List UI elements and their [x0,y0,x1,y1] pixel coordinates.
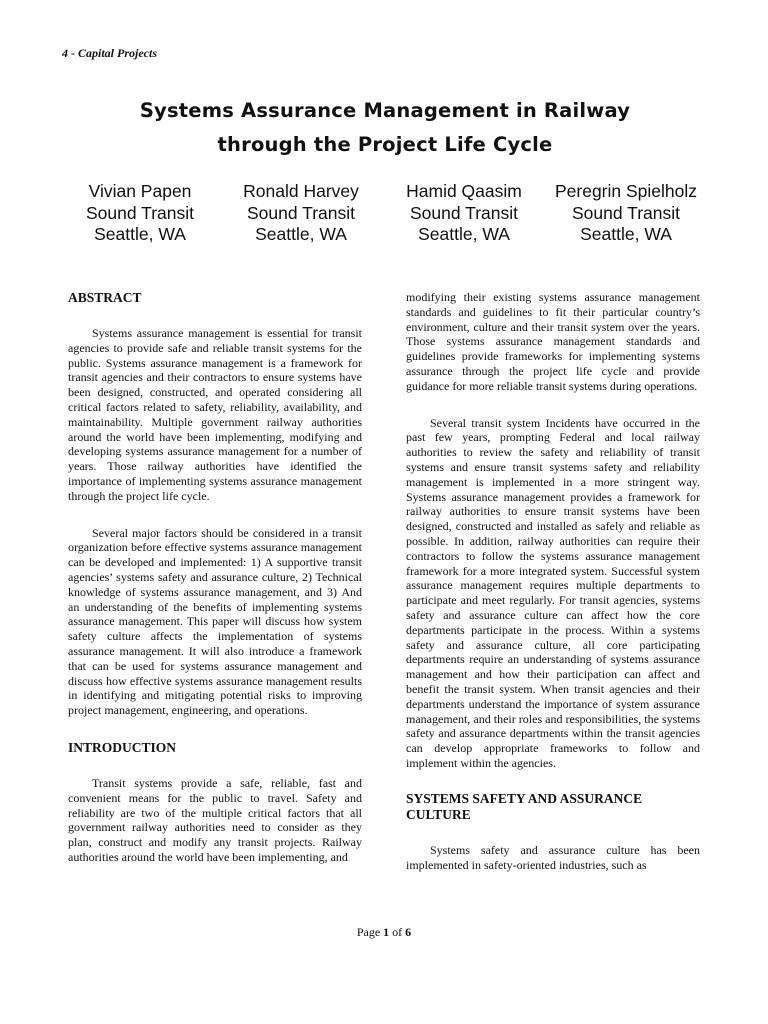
body-paragraph-3: Systems safety and assurance culture has been implemented in safety-oriented industries, such as [406,842,700,872]
body-paragraph-2: Several transit system Incidents have occurred in the past few years, prompting Federal and local railway authorities to review the safety and reliability of transit systems and ensure transit systems safety and reliability management is implemented in a more stringent way. Systems assurance management provides a framework for railway authorities to ensure transit systems have been designed, constructed and installed as safely and reliable as possible. In addition, railway authorities can require their contractors to follow the systems assurance management framework for a more integrated system. Successful system assurance management requires multiple departments to participate and meet regularly. For transit agencies, systems safety and assurance culture can affect how the core departments participate in the process. Within a systems safety and assurance culture, all core participating departments require an understanding of systems assurance management and how their participation can affect and benefit the transit system. When transit agencies and their departments understand the importance of system assurance management, and their roles and responsibilities, the systems safety and assurance departments within the transit agencies can develop appropriate frameworks to follow and implement within the agencies. [406,415,700,770]
author-org: Sound Transit [86,202,194,223]
author-name: Peregrin Spielholz [554,181,698,201]
title-line-1: Systems Assurance Management in Railway [139,99,631,122]
author-org: Sound Transit [247,202,355,223]
author-block [0,181,768,251]
page-label: Page [356,925,381,939]
paper-title [60,94,710,162]
title-line-2: through the Project Life Cycle [217,133,553,156]
author-city: Seattle, WA [255,224,347,244]
page-total: 6 [405,925,412,939]
author-org: Sound Transit [410,202,518,223]
author-2 [211,181,391,246]
introduction-paragraph-1: Transit systems provide a safe, reliable, fast and convenient means for the public to travel. Safety and reliability are two of the multiple critical factors that all government railway authorities need to consider as they plan, construct and modify any transit projects. Railway authorities around the world have been implementing, and [68,775,362,864]
section-heading-culture: SYSTEMS SAFETY AND ASSURANCE CULTURE [406,790,643,822]
author-4 [536,181,716,246]
of-label: of [392,925,403,939]
abstract-paragraph-1: Systems assurance management is essential for transit agencies to provide safe and reliable transit systems for the public. Systems assurance management is a framework for transit agencies and their contractors to ensure systems have been designed, constructed, and operated considering all critical factors related to safety, reliability, availability, and maintainability. Multiple government railway authorities around the world have been implementing, modifying and developing systems assurance management for a number of years. Those railway authorities have identified the importance of implementing systems assurance management through the project life cycle. [68,326,362,503]
author-org: Sound Transit [572,202,680,223]
author-name: Vivian Papen [88,181,192,201]
page-footer [0,925,768,940]
author-1 [50,181,230,246]
body-paragraph-1: modifying their existing systems assurance management standards and guidelines to fit their particular country’s environment, culture and their transit system over the years. Those systems assurance management standards and guidelines provide frameworks for implementing systems assurance through the project life cycle and provide guidance for more reliable transit systems during operations. [406,290,700,393]
author-name: Hamid Qaasim [406,181,522,201]
author-name: Ronald Harvey [243,181,359,201]
introduction-heading: INTRODUCTION [68,739,177,755]
abstract-heading: ABSTRACT [68,290,142,305]
page-number: 1 [383,925,390,939]
left-column [68,290,362,865]
right-column [406,290,700,872]
running-head: 4 - Capital Projects [62,46,157,60]
author-city: Seattle, WA [418,224,510,244]
author-3 [374,181,554,246]
author-city: Seattle, WA [94,224,186,244]
abstract-paragraph-2: Several major factors should be considered in a transit organization before effective systems assurance management can be developed and implemented: 1) A supportive transit agencies’ systems safety and assurance culture, 2) Technical knowledge of systems assurance management, and 3) And an understanding of the benefits of implementing systems assurance management. This paper will discuss how system safety culture affects the implementation of systems assurance management. It will also introduce a framework that can be used for systems assurance management and discuss how effective systems assurance management results in identifying and mitigating potential risks to improving project management, engineering, and operations. [68,525,362,718]
author-city: Seattle, WA [580,224,672,244]
